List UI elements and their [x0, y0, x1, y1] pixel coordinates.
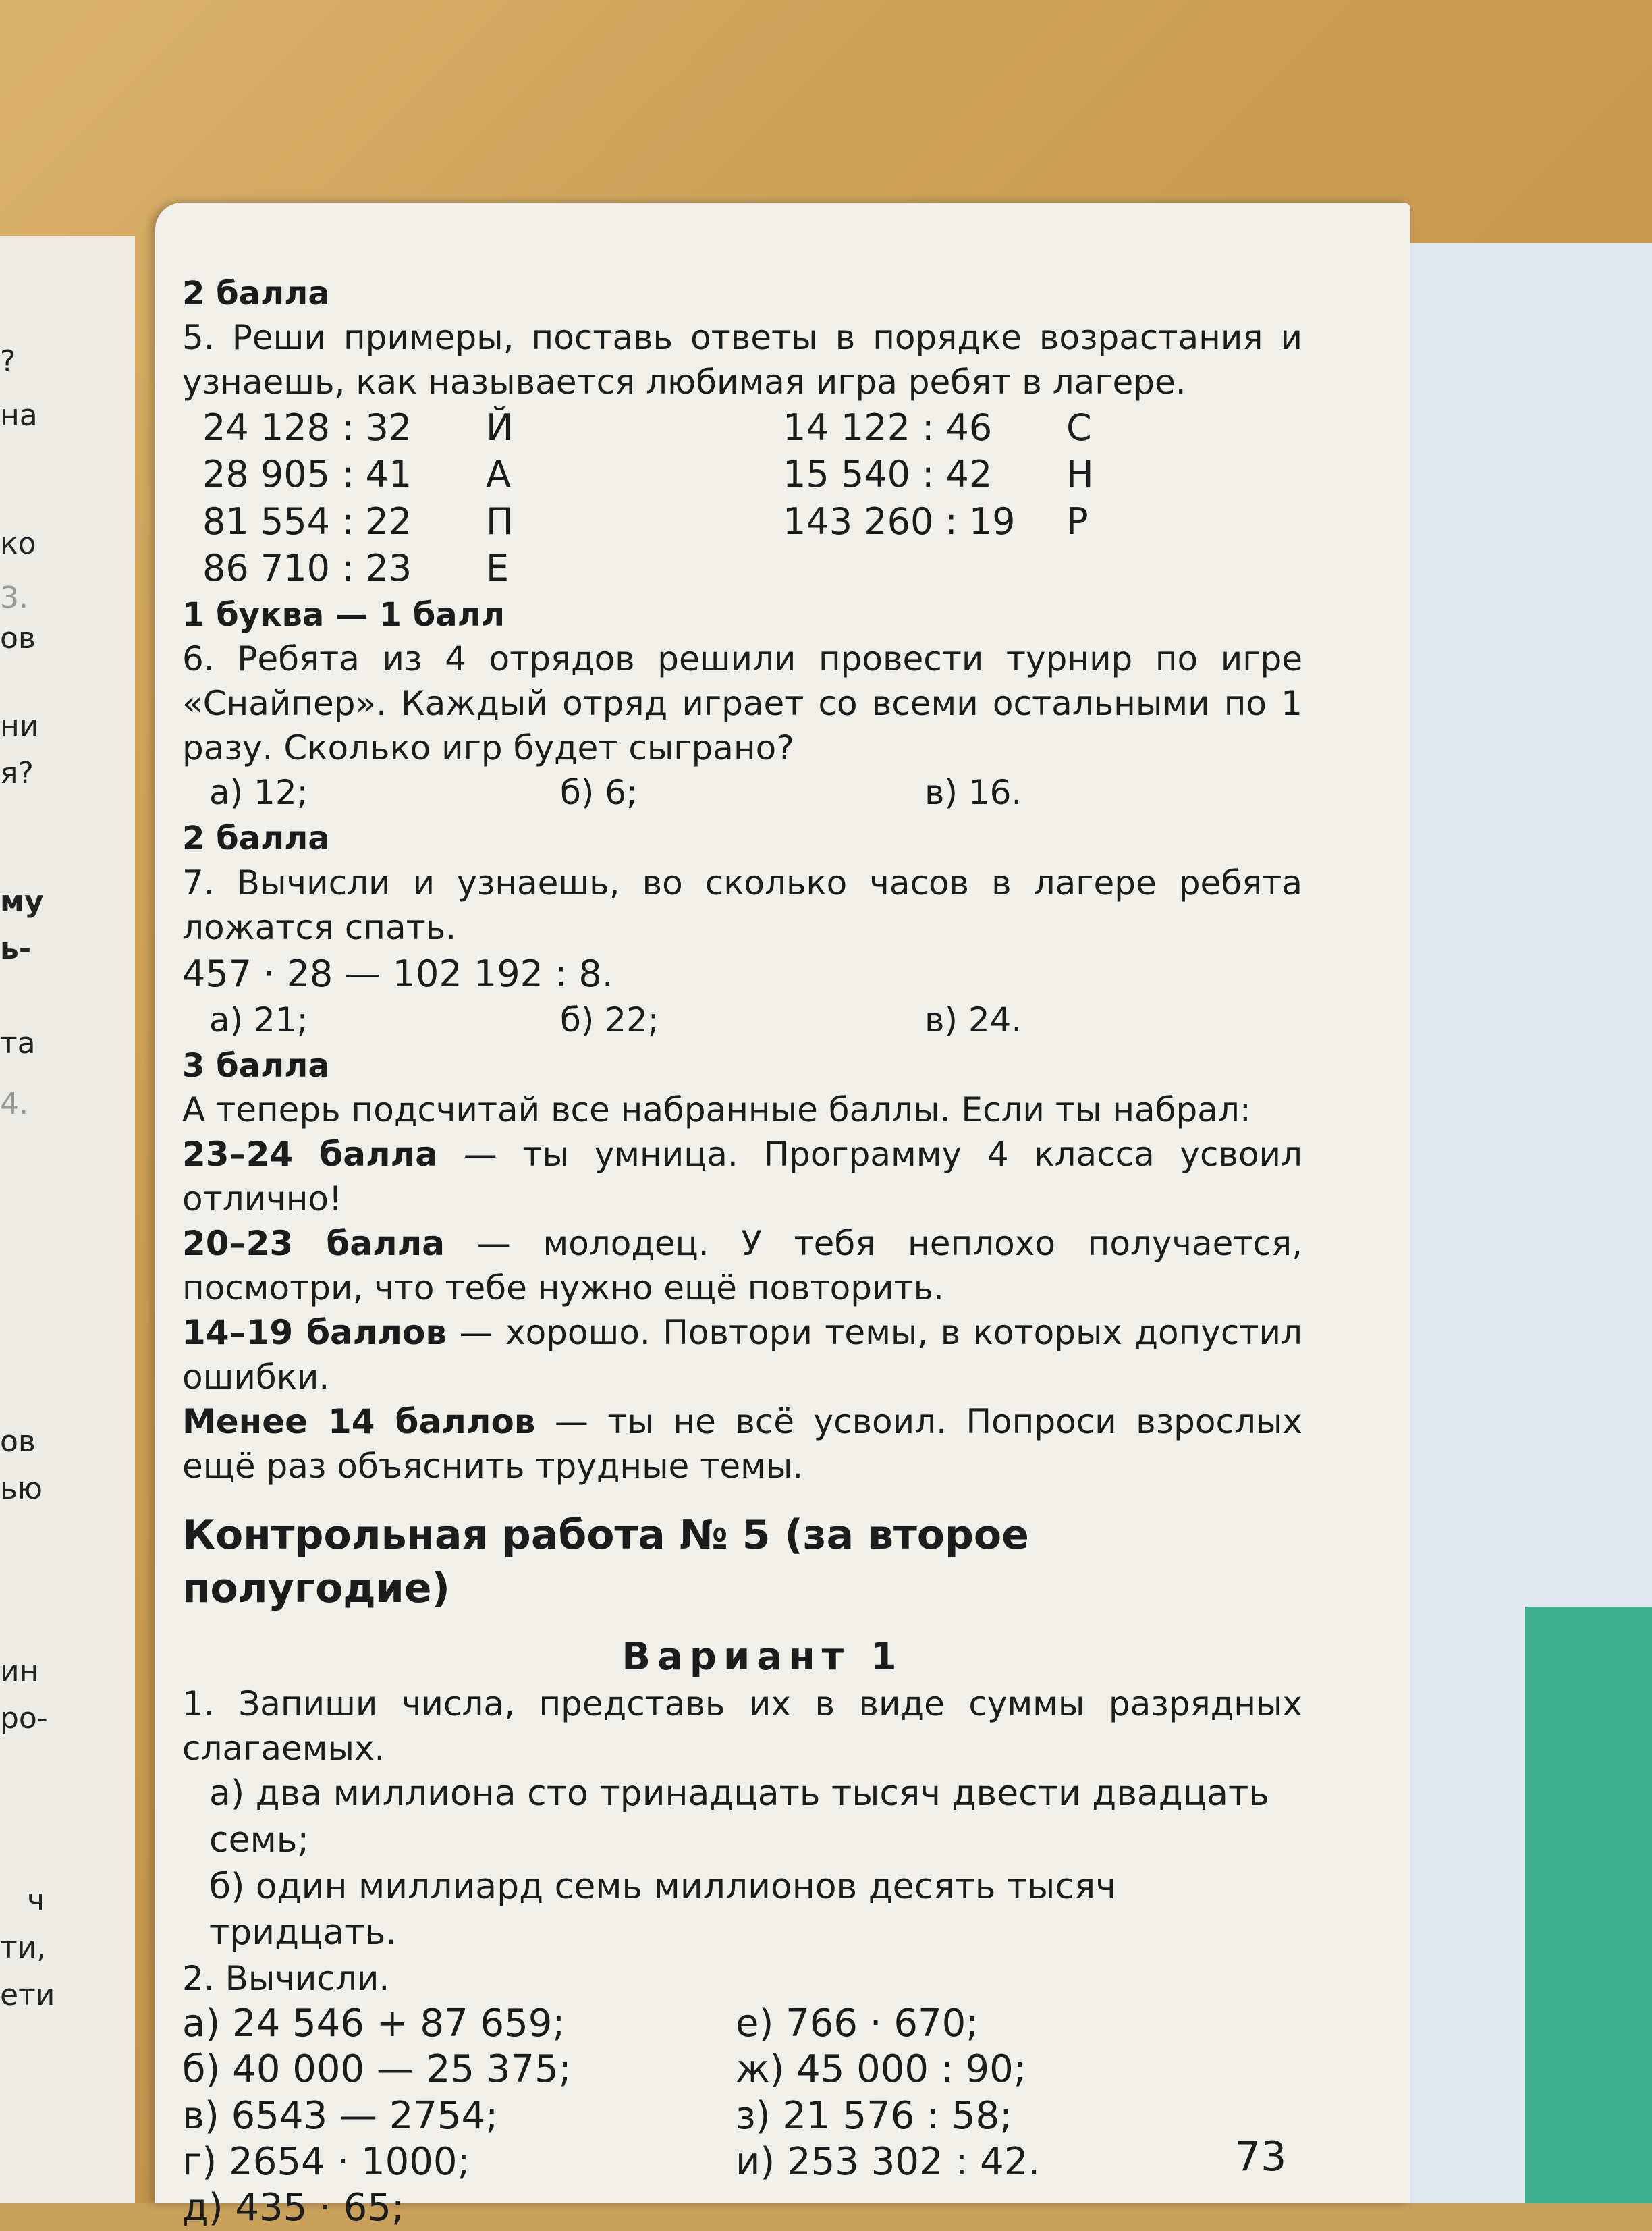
example-expression: 81 554 : 22 — [202, 500, 412, 543]
left-fragment: ро- — [0, 1701, 48, 1736]
example-row — [202, 404, 783, 451]
example-row — [202, 498, 783, 545]
task2-left-column — [182, 2001, 736, 2231]
example-expression: 24 128 : 32 — [202, 406, 412, 450]
task6-options — [209, 770, 1302, 815]
score-comment: — ты умница. Программу 4 класса усвоил отлично! — [182, 1135, 1302, 1219]
calc-item: г) 2654 · 1000; — [182, 2139, 470, 2184]
score-range: Менее 14 баллов — [182, 1402, 536, 1442]
left-fragment: ни — [0, 709, 39, 743]
task5-examples — [202, 404, 1302, 591]
example-row — [783, 451, 1188, 498]
task7-text: 7. Вычисли и узнаешь, во сколько часов в лагере ребята ложатся спать. — [182, 863, 1302, 947]
example-row — [783, 404, 1188, 451]
left-fragment: ь- — [0, 932, 32, 966]
left-fragment: ко — [0, 527, 36, 561]
task5-points: 2 балла — [182, 275, 330, 313]
calc-item: ж) 45 000 : 90; — [736, 2047, 1026, 2092]
task2-right-column — [736, 2001, 1208, 2231]
example-expression: 28 905 : 41 — [202, 453, 412, 496]
test-task1-b: б) один миллиард семь миллионов десять тысяч тридцать. — [209, 1866, 1116, 1954]
example-letter: С — [1066, 406, 1092, 450]
example-letter: Н — [1066, 453, 1094, 496]
left-fragment: ти, — [0, 1931, 47, 1965]
score-comment: — хорошо. Повтори темы, в которых допустил ошибки. — [182, 1313, 1302, 1397]
page-number: 73 — [1235, 2133, 1287, 2180]
option: б) 6; — [560, 773, 638, 813]
score-range: 14–19 баллов — [182, 1313, 447, 1353]
calc-item: и) 253 302 : 42. — [736, 2139, 1041, 2184]
example-letter: А — [486, 453, 511, 496]
task5-text: 5. Реши примеры, поставь ответы в порядке возрастания и узнаешь, как называется любимая игра ребят в лагере. — [182, 318, 1302, 402]
score-comment: — ты не всё усвоил. Попроси взрослых ещё раз объяснить трудные темы. — [182, 1402, 1302, 1486]
scoring-intro: А теперь подсчитай все набранные баллы. Если ты набрал: — [182, 1090, 1251, 1130]
scoring-row — [182, 1310, 1302, 1399]
left-page-text-fragments — [0, 236, 135, 2203]
scoring-row — [182, 1132, 1302, 1221]
example-expression: 86 710 : 23 — [202, 546, 412, 589]
scoring-row — [182, 1221, 1302, 1310]
left-fragment: 4. — [0, 1087, 28, 1121]
left-fragment: ? — [0, 344, 16, 379]
left-fragment: я? — [0, 756, 34, 790]
calc-item: е) 766 · 670; — [736, 2001, 979, 2045]
task7-points: 2 балла — [182, 819, 330, 858]
calc-item: а) 24 546 + 87 659; — [182, 2001, 566, 2045]
left-page-edge — [0, 236, 135, 2203]
left-fragment: та — [0, 1026, 36, 1060]
test-title: Контрольная работа № 5 (за второе полугодие) — [182, 1511, 1029, 1613]
left-fragment: ети — [0, 1978, 55, 2012]
example-letter: Р — [1066, 500, 1089, 543]
option: в) 24. — [925, 1000, 1022, 1040]
option: в) 16. — [925, 773, 1022, 813]
left-fragment: 3. — [0, 581, 28, 615]
task6-text: 6. Ребята из 4 отрядов решили провести турнир по игре «Снайпер». Каждый отряд играет со всеми остальными по 1 разу. Сколько игр будет сыграно? — [182, 639, 1302, 768]
left-fragment: му — [0, 884, 44, 919]
scoring-points: 3 балла — [182, 1046, 330, 1085]
test-task2-text: 2. Вычисли. — [182, 1958, 390, 1998]
task6-points: 1 буква — 1 балл — [182, 595, 505, 634]
example-row — [202, 545, 783, 591]
test-task2-items — [182, 2001, 1302, 2231]
example-letter: Е — [486, 546, 510, 589]
example-expression: 143 260 : 19 — [783, 500, 1016, 543]
textbook-page — [155, 203, 1410, 2230]
example-expression: 15 540 : 42 — [783, 453, 993, 496]
example-expression: 14 122 : 46 — [783, 406, 993, 450]
task5-left-column — [202, 404, 783, 591]
calc-item: б) 40 000 — 25 375; — [182, 2047, 572, 2092]
calc-item: в) 6543 — 2754; — [182, 2093, 499, 2138]
left-fragment: ью — [0, 1472, 43, 1506]
calc-item: д) 435 · 65; — [182, 2186, 404, 2230]
left-fragment: ч — [27, 1883, 45, 1918]
option: а) 12; — [209, 773, 308, 813]
calc-item: з) 21 576 : 58; — [736, 2093, 1012, 2138]
example-letter: П — [486, 500, 514, 543]
left-fragment: на — [0, 398, 38, 433]
green-book-cover — [1525, 1607, 1652, 2203]
task5-right-column — [783, 404, 1188, 591]
left-fragment: ин — [0, 1654, 39, 1688]
option: б) 22; — [560, 1000, 659, 1040]
score-range: 23–24 балла — [182, 1135, 439, 1175]
page-content — [182, 270, 1302, 2231]
task7-options — [209, 998, 1302, 1042]
variant-title: Вариант 1 — [622, 1634, 904, 1679]
example-row — [783, 498, 1188, 545]
test-task1-a: а) два миллиона сто тринадцать тысяч двести двадцать семь; — [209, 1773, 1269, 1861]
score-range: 20–23 балла — [182, 1224, 445, 1264]
score-comment: — молодец. У тебя неплохо получается, посмотри, что тебе нужно ещё повторить. — [182, 1224, 1303, 1308]
test-task1-text: 1. Запиши числа, представь их в виде суммы разрядных слагаемых. — [182, 1684, 1302, 1769]
task7-expression: 457 · 28 — 102 192 : 8. — [182, 952, 613, 995]
left-fragment: ов — [0, 621, 36, 655]
left-fragment: ов — [0, 1424, 36, 1459]
option: а) 21; — [209, 1000, 308, 1040]
scoring-row — [182, 1399, 1302, 1488]
example-letter: Й — [486, 406, 514, 450]
example-row — [202, 451, 783, 498]
